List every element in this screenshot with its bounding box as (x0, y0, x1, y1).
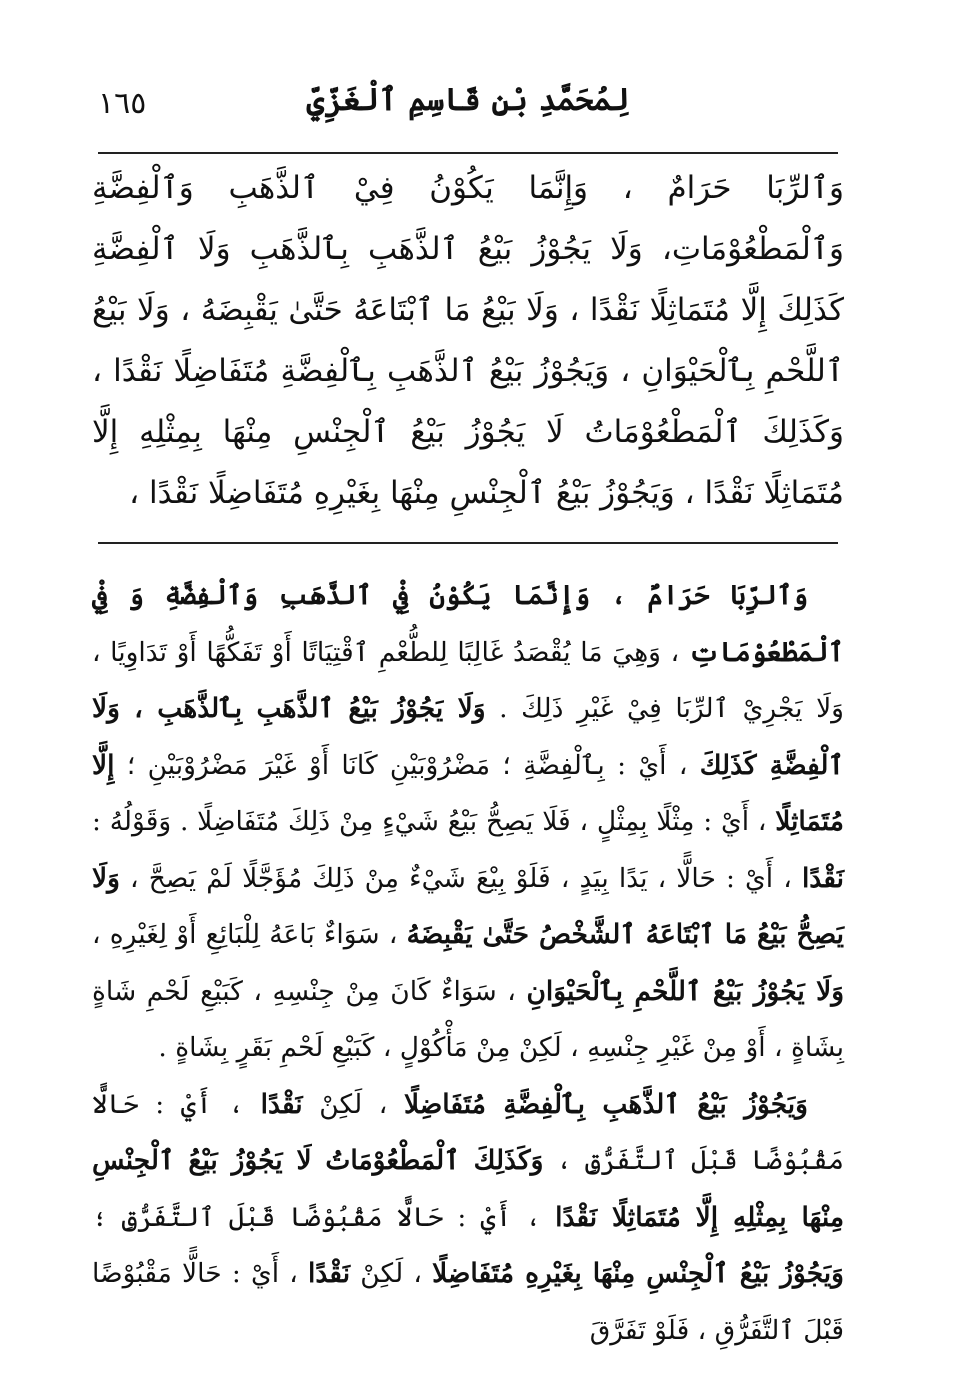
matn-quote-segment: إِلَّا مُتَمَاثِلًا (92, 749, 844, 837)
matn-quote-segment: وَلَا يَجُوْزُ بَيْعُ ٱللَّحْمِ بِٱلْحَيْوَانِ (526, 975, 845, 1007)
page-header (98, 78, 838, 138)
matn-quote-segment: وَكَذَلِكَ ٱلْمَطْعُوْمَاتُ لَا يَجُوْزُ بَيْعُ ٱلْجِنْسِ مِنْهَا بِمِثْلِهِ إِلَّا مُتَمَاثِلًا نَقْدًا (92, 1145, 845, 1233)
matn-quote-segment: نَقْدًا (260, 1088, 303, 1120)
commentary-segment: ، أَيْ : مِثْلًا بِمِثْلٍ ، فَلَا يَصِحُّ بَيْعُ شَيْءٍ مِنْ ذَلِكَ مُتَفَاضِلًا . وَقَوْلُهُ : (92, 806, 776, 837)
matn-text-block (92, 158, 844, 524)
matn-quote-segment: وَيَجُوْزُ بَيْعُ ٱلْجِنْسِ مِنْهَا بِغَيْرِهِ مُتَفَاضِلًا (432, 1258, 844, 1289)
header-rule (98, 152, 838, 154)
commentary-paragraph-1 (92, 568, 844, 1077)
commentary-segment: ، أَيْ : حَالًّا مَقْبُوْضًا قَبْلَ ٱلتَّفَرُّقِ ، (92, 1088, 844, 1176)
section-divider-rule (98, 542, 838, 544)
matn-paragraph: وَٱلرِّبَا حَرَامٌ ، وَإِنَّمَا يَكُوْنُ فِيْ ٱلذَّهَبِ وَٱلْفِضَّةِ وَٱلْمَطْعُوْمَاتِ، وَلَا يَجُوْزُ بَيْعُ ٱلذَّهَبِ بِٱلذَّهَبِ وَلَا ٱلْفِضَّةِ كَذَلِكَ إِلَّا مُتَمَاثِلًا نَقْدًا ، وَلَا بَيْعُ مَا ٱبْتَاعَهُ حَتَّىٰ يَقْبِضَهُ ، وَلَا بَيْعُ ٱللَّحْمِ بِٱلْحَيْوَانِ ، وَيَجُوْزُ بَيْعُ ٱلذَّهَبِ بِٱلْفِضَّةِ مُتَفَاضِلًا نَقْدًا ، وَكَذَلِكَ ٱلْمَطْعُوْمَاتُ لَا يَجُوْزُ بَيْعُ ٱلْجِنْسِ مِنْهَا بِمِثْلِهِ إِلَّا مُتَمَاثِلًا نَقْدًا ، وَيَجُوْزُ بَيْعُ ٱلْجِنْسِ مِنْهَا بِغَيْرِهِ مُتَفَاضِلًا نَقْدًا ، (92, 170, 844, 511)
matn-quote-segment: وَلَا يَصِحُّ بَيْعُ مَا ٱبْتَاعَهُ ٱلشَّخْصُ حَتَّىٰ يَقْبِضَهُ (92, 862, 844, 950)
commentary-segment: ، لَكِنْ (302, 1088, 404, 1120)
commentary-segment: ، وَهِيَ مَا يُقْصَدُ غَالِبًا لِلطُّعْمِ ٱقْتِيَاتًا أَوْ تَفَكُّهًا أَوْ تَدَاوِيًا ، وَلَا يَجْرِيْ ٱلرِّبَا فِيْ غَيْرِ ذَلِكَ . (92, 636, 844, 724)
commentary-segment: ، لَكِنْ (350, 1258, 433, 1289)
commentary-segment: ، سَوَاءٌ بَاعَهُ لِلْبَائِعِ أَوْ لِغَيْرِهِ ، (92, 919, 407, 950)
matn-quote-segment: نَقْدًا (308, 1258, 351, 1289)
commentary-segment: ، أَيْ : بِٱلْفِضَّةِ ؛ مَضْرُوْبَيْنِ كَانَا أَوْ غَيْرَ مَضْرُوْبَيْنِ ؛ (114, 749, 700, 781)
matn-quote-segment: وَلَا يَجُوْزُ بَيْعُ ٱلذَّهَبِ بِٱلذَّهَبِ ، وَلَا ٱلْفِضَّةِ كَذَلِكَ (92, 693, 844, 781)
matn-quote-segment: وَيَجُوْزُ بَيْعُ ٱلذَّهَبِ بِٱلْفِضَّةِ مُتَفَاضِلًا (403, 1088, 808, 1120)
commentary-segment: ، أَيْ : حَالًّا مَقْبُوْضًا قَبْلَ ٱلتَّفَرُّقِ ، فَلَوْ تَفَرَّقَ (92, 1258, 844, 1346)
matn-quote-segment: نَقْدًا (801, 862, 844, 894)
commentary-text-block (92, 568, 844, 1359)
commentary-segment: ، أَيْ : حَالًّا ، يَدًا بِيَدٍ ، فَلَوْ بِيْعَ شَيْءٌ مِنْ ذَلِكَ مُؤَجَّلًا لَمْ يَصِحَّ ، (119, 862, 802, 894)
commentary-paragraph-2 (92, 1077, 844, 1360)
commentary-segment: ، سَوَاءٌ كَانَ مِنْ جِنْسِهِ ، كَبَيْعِ لَحْمِ شَاةٍ بِشَاةٍ ، أَوْ مِنْ غَيْرِ جِنْسِهِ ، لَكِنْ مِنْ مَأْكُوْلٍ ، كَبَيْعِ لَحْمِ بَقَرٍ بِشَاةٍ . (92, 975, 844, 1063)
page-number: ١٦٥ (98, 86, 147, 121)
matn-quote-segment: وَٱلرِّبَا حَرَامٌ ، وَإِنَّمَا يَكُوْنُ فِيْ ٱلذَّهَبِ وَٱلْفِضَّةِ وَ فِيْ ٱلْمَطْعُوْمَاتِ (92, 580, 844, 668)
running-title: لِمُحَمَّدِ بْنِ قَاسِمِ ٱلْغَزِّيِّ (306, 82, 630, 118)
commentary-segment: ، أَيْ : حَالًّا مَقْبُوْضًا قَبْلَ ٱلتَّفَرُّقِ ؛ (92, 1201, 556, 1233)
